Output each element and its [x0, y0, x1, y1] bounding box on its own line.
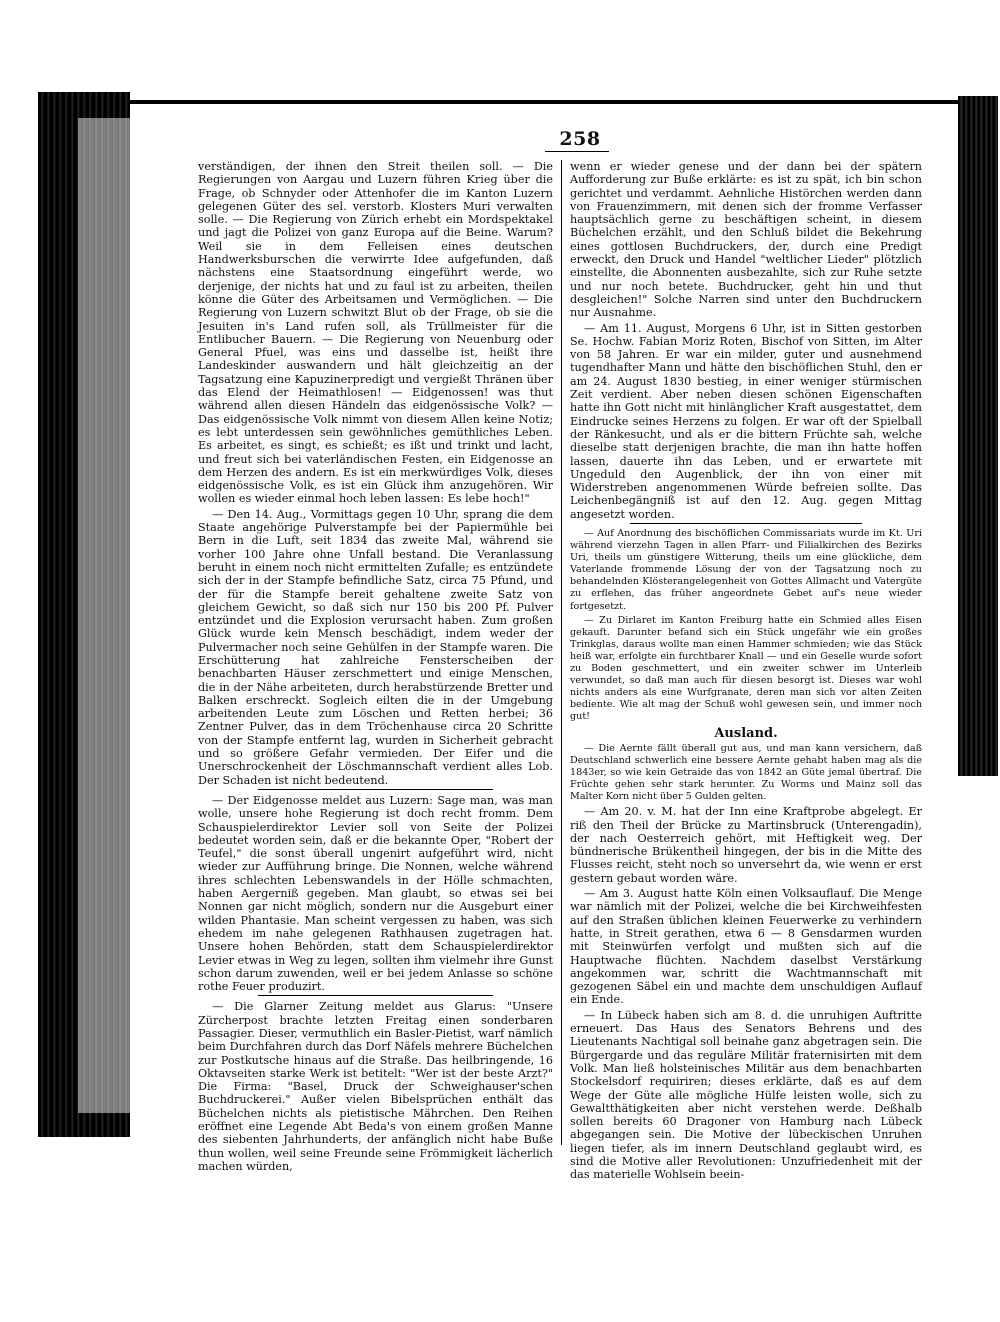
article-paragraph-small: — Zu Dirlaret im Kanton Freiburg hatte ein Schmied alles Eisen gekauft. Darunter befand sich ein Stück ungefähr wie ein großes Trinkglas, daraus wollte man einen Hammer schmieden; wie das Stück heiß war, erfolgte ein furchtbarer Knall — und ein Geselle wurde sofort zu Boden geschmettert, und ein zweiter schwer im Unterleib verwundet, so daß man auch für diesen besorgt ist. Dieses war wohl nichts anders als eine Wurfgranate, deren man sich vor alten Zeiten bediente. Wie alt mag der Schuß wohl gewesen sein, und immer noch gut! [570, 614, 922, 723]
article-paragraph: — In Lübeck haben sich am 8. d. die unruhigen Auftritte erneuert. Das Haus des Senators Behrens und des Lieutenants Nachtigal soll beinahe ganz abgetragen sein. Die Bürgergarde und das reguläre Militär fraternisirten mit dem Volk. Man ließ holsteinisches Militär aus dem benachbarten Stockelsdorf requiriren; dieses erklärte, daß es auf dem Wege der Güte alle mögliche Hülfe leisten wolle, sich zu Gewaltthätigkeiten aber nicht verstehen werde. Deßhalb sollen bereits 60 Dragoner von Hamburg nach Lübeck abgegangen sein. Die Motive der lübeckischen Unruhen liegen tiefer, als im innern Deutschland geglaubt wird, es sind die Motive aller Revolutionen: Unzufriedenheit mit der das materielle Wohlsein beein- [570, 1008, 922, 1182]
column-divider [561, 160, 562, 1145]
article-paragraph-small: — Auf Anordnung des bischöflichen Commissariats wurde im Kt. Uri während vierzehn Tagen in allen Pfarr- und Filialkirchen des Bezirks Uri, theils um günstigere Witterung, theils um eine glückliche, dem Vaterlande frommende Lösung der von der Tagsatzung noch zu behandelnden Klösterangelegenheit von Gottes Allmacht und Vatergüte zu erflehen, das früher angeordnete Gebet auf's neue wieder fortgesetzt. [570, 528, 922, 612]
left-column [198, 160, 553, 1173]
section-heading-ausland: Ausland. [714, 725, 778, 741]
article-paragraph: wenn er wieder genese und der dann bei der spätern Aufforderung zur Buße erklärte: es ist zu spät, ich bin schon gerichtet und verdammt. Aehnliche Histörchen werden dann von Frauenzimmern, mit denen sich der fromme Verfasser hauptsächlich gerne zu beschäftigen scheint, in diesem Büchelchen erzählt, und den Schluß bildet die Bekehrung eines gottlosen Buchdruckers, der, durch eine Predigt erweckt, den Druck und Handel "weltlicher Lieder" plötzlich einstellte, die Abonnenten ausbezahlte, sich zur Ruhe setzte und nur noch betete. Buchdrucker, geht hin und thut desgleichen!" Solche Narren sind unter den Buchdruckern nur Ausnahme. [570, 160, 922, 320]
article-paragraph: — Am 20. v. M. hat der Inn eine Kraftprobe abgelegt. Er riß den Theil der Brücke zu Martinsbruck (Unterengadin), der nach Oesterreich gehört, mit Heftigkeit weg. Der bündnerische Brükentheil hingegen, der bis in die Mitte des Flusses reicht, steht noch so unversehrt da, wie wenn er erst gestern gebaut worden wäre. [570, 805, 922, 885]
article-paragraph-small: — Die Aernte fällt überall gut aus, und man kann versichern, daß Deutschland schwerlich eine bessere Aernte gehabt haben mag als die 1843er, so wie kein Getraide das von 1842 an Güte jemal übertraf. Die Früchte gehen sehr stark herunter. Zu Worms und Mainz soll das Malter Korn nicht über 5 Gulden gelten. [570, 742, 922, 803]
article-paragraph: — Am 11. August, Morgens 6 Uhr, ist in Sitten gestorben Se. Hochw. Fabian Moriz Roten, Bischof von Sitten, im Alter von 58 Jahren. Er war ein milder, guter und ausnehmend tugendhafter Mann und hätte den bischöflichen Stuhl, den er am 24. August 1830 bestieg, in einer weniger stürmischen Zeit verdient. Aber neben diesen schönen Eigenschaften hatte ihn Gott nicht mit hinlänglicher Kraft ausgestattet, dem Eindrucke seines Herzens zu folgen. Er war oft der Spielball der Ränkesucht, und als er die bittern Früchte sah, welche dieselbe statt derjenigen brachte, die man ihn hatte hoffen lassen, dauerte ihn das Leben, und er erwartete mit Ungeduld den Augenblick, der ihn von einer mit Widerstreben angenommenen Würde befreien sollte. Das Leichenbegängniß ist auf den 12. Aug. gegen Mittag angesetzt worden. [570, 321, 922, 521]
separator-rule [258, 789, 493, 790]
page-number-rule [545, 151, 609, 152]
book-edge-pages [78, 118, 130, 1113]
page-number-header [0, 128, 1000, 150]
article-paragraph: — Den 14. Aug., Vormittags gegen 10 Uhr, sprang die dem Staate angehörige Pulverstampfe bei der Papiermühle bei Bern in die Luft, seit 1834 das zweite Mal, während sie vorher 100 Jahre ohne Unfall bestand. Die Veranlassung beruht in einem noch nicht ermittelten Zufalle; es entzündete sich der in der Stampfe befindliche Satz, circa 75 Pfund, und der für die Stampfe bereit gehaltene zweite Satz von gleichem Gewicht, so daß sich nur 150 bis 200 Pf. Pulver entzündet und die Explosion verursacht haben. Zum großen Glück wurde kein Mensch beschädigt, indem weder der Pulvermacher noch seine Gehülfen in der Stampfe waren. Die Erschütterung hat zahlreiche Fensterscheiben der benachbarten Häuser zerschmettert und einige Menschen, die in der Nähe arbeiteten, durch herabstürzende Bretter und Balken erschreckt. Sogleich eilten die in der Umgebung arbeitenden Leute zum Löschen und Retten herbei; 36 Zentner Pulver, das in dem Tröchenhause circa 20 Schritte von der Stampfe entfernt lag, wurden in Sicherheit gebracht und so größere Gefahr vermieden. Der Eifer und die Unerschrockenheit der Löschmannschaft verdient alles Lob. Der Schaden ist nicht bedeutend. [198, 507, 553, 787]
right-column [570, 160, 922, 1182]
top-border-line [130, 100, 960, 104]
article-paragraph: — Am 3. August hatte Köln einen Volksauflauf. Die Menge war nämlich mit der Polizei, welche die bei Kirchweihfesten auf den Straßen üblichen kleinen Feuerwerke zu verhindern hatte, in Streit gerathen, etwa 6 — 8 Gensdarmen wurden mit Steinwürfen verfolgt und mußten sich auf die Hauptwache flüchten. Nachdem daselbst Verstärkung angekommen war, schritt die Wachtmannschaft mit gezogenen Säbel ein und machte dem unschuldigen Auflauf ein Ende. [570, 887, 922, 1007]
separator-rule [258, 995, 493, 996]
book-edge-right [958, 96, 998, 776]
separator-rule [630, 523, 862, 524]
article-paragraph: — Die Glarner Zeitung meldet aus Glarus: "Unsere Zürcherpost brachte letzten Freitag einen sonderbaren Passagier. Dieser, vermuthlich ein Basler-Pietist, warf nämlich beim Durchfahren durch das Dorf Näfels mehrere Büchelchen zur Postkutsche hinaus auf die Straße. Das heilbringende, 16 Oktavseiten starke Werk ist betitelt: "Wer ist der beste Arzt?" Die Firma: "Basel, Druck der Schweighauser'schen Buchdruckerei." Außer vielen Bibelsprüchen enthält das Büchelchen nichts als pietistische Mährchen. Den Reihen eröffnet eine Legende Abt Beda's von einem großen Manne des siebenten Jahrhunderts, der anfänglich nicht habe Buße thun wollen, weil seine Freunde seine Frömmigkeit lächerlich machen würden, [198, 1000, 553, 1173]
article-paragraph: verständigen, der ihnen den Streit theilen soll. — Die Regierungen von Aargau und Luzern führen Krieg über die Frage, ob Schnyder oder Attenhofer die im Kanton Luzern gelegenen Güter des sel. verstorb. Klosters Muri verwalten solle. — Die Regierung von Zürich erhebt ein Mordspektakel und jagt die Polizei von ganz Europa auf die Beine. Warum? Weil sie in dem Felleisen eines deutschen Handwerksburschen die verwirrte Idee aufgefunden, daß nächstens eine Staatsordnung eingeführt werde, wo derjenige, der nichts hat und zu faul ist zu arbeiten, theilen könne die Güter des Arbeitsamen und Vermöglichen. — Die Regierung von Luzern schwitzt Blut ob der Frage, ob sie die Jesuiten in's Land rufen soll, als Trüllmeister für die Entlibucher Bauern. — Die Regierung von Neuenburg oder General Pfuel, was eins und dasselbe ist, heißt ihre Landeskinder auswandern und hält gleichzeitig an der Tagsatzung eine Kapuzinerpredigt und vergießt Thränen über das Elend der Heimathlosen! — Eidgenossen! was thut während allen diesen Händeln das eidgenössische Volk? — Das eidgenössische Volk nimmt von diesem Allen keine Notiz; es lebt unterdessen sein gewöhnliches gemüthliches Leben. Es arbeitet, es singt, es schießt; es ißt und trinkt und lacht, und freut sich bei vaterländischen Festen, ein Eidgenosse an dem Herzen des andern. Es ist ein merkwürdiges Volk, dieses eidgenössische Volk, es ist ein Glück ihm anzugehören. Wir wollen es wieder einmal hoch leben lassen: Es lebe hoch!" [198, 160, 553, 506]
page-number: 258 [559, 128, 601, 150]
article-paragraph: — Der Eidgenosse meldet aus Luzern: Sage man, was man wolle, unsere hohe Regierung ist doch recht fromm. Dem Schauspielerdirektor Levier soll von Seite der Polizei bedeutet worden sein, daß er die bekannte Oper, "Robert der Teufel," die sonst überall ungenirt aufgeführt wird, nicht wieder zur Aufführung bringe. Die Nonnen, welche während ihres schlechten Lebenswandels in der Hölle schmachten, haben Aergerniß gegeben. Man glaubt, so etwas sei bei Nonnen gar nicht möglich, sondern nur die Ausgeburt einer wilden Phantasie. Man scheint vergessen zu haben, was sich ehedem im nahe gelegenen Rathhausen zugetragen hat. Unsere hohen Behörden, statt dem Schauspielerdirektor Levier etwas in Weg zu legen, sollten ihm vielmehr ihre Gunst schon darum zuwenden, weil er bei jedem Anlasse so schöne rothe Feuer produzirt. [198, 793, 553, 994]
